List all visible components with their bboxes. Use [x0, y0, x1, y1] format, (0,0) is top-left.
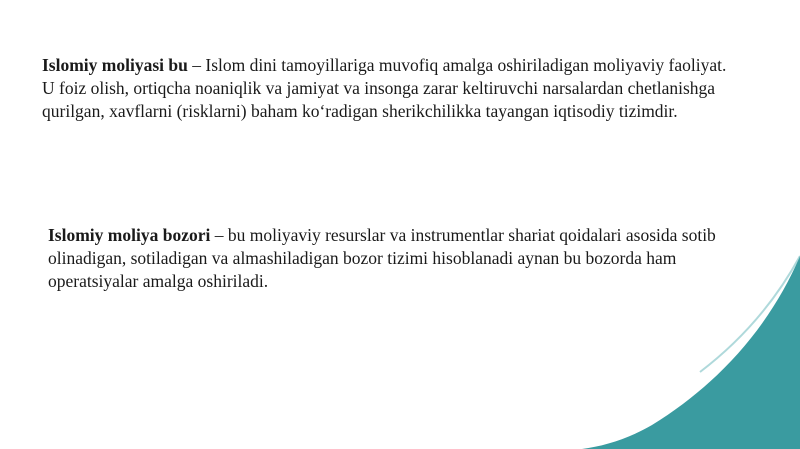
definition-term: Islomiy moliyasi bu [42, 55, 188, 75]
definition-term: Islomiy moliya bozori [48, 225, 211, 245]
definition-islamic-finance-market [48, 224, 738, 293]
definition-text: – Islom dini tamoyillariga muvofiq amalga oshiriladigan moliyaviy faoliyat. U foiz olish, ortiqcha noaniqlik va jamiyat va insonga zarar keltiruvchi narsalardan chetlanishga qurilgan, xavflarni (risklarni) baham ko‘radigan sherikchilikka tayangan iqtisodiy tizimdir. [42, 55, 727, 121]
definition-islamic-finance [42, 54, 732, 123]
definition-text: – bu moliyaviy resurslar va instrumentlar shariat qoidalari asosida sotib olinadigan, sotiladigan va almashiladigan bozor tizimi hisoblanadi aynan bu bozorda ham operatsiyalar amalga oshiriladi. [48, 225, 716, 291]
